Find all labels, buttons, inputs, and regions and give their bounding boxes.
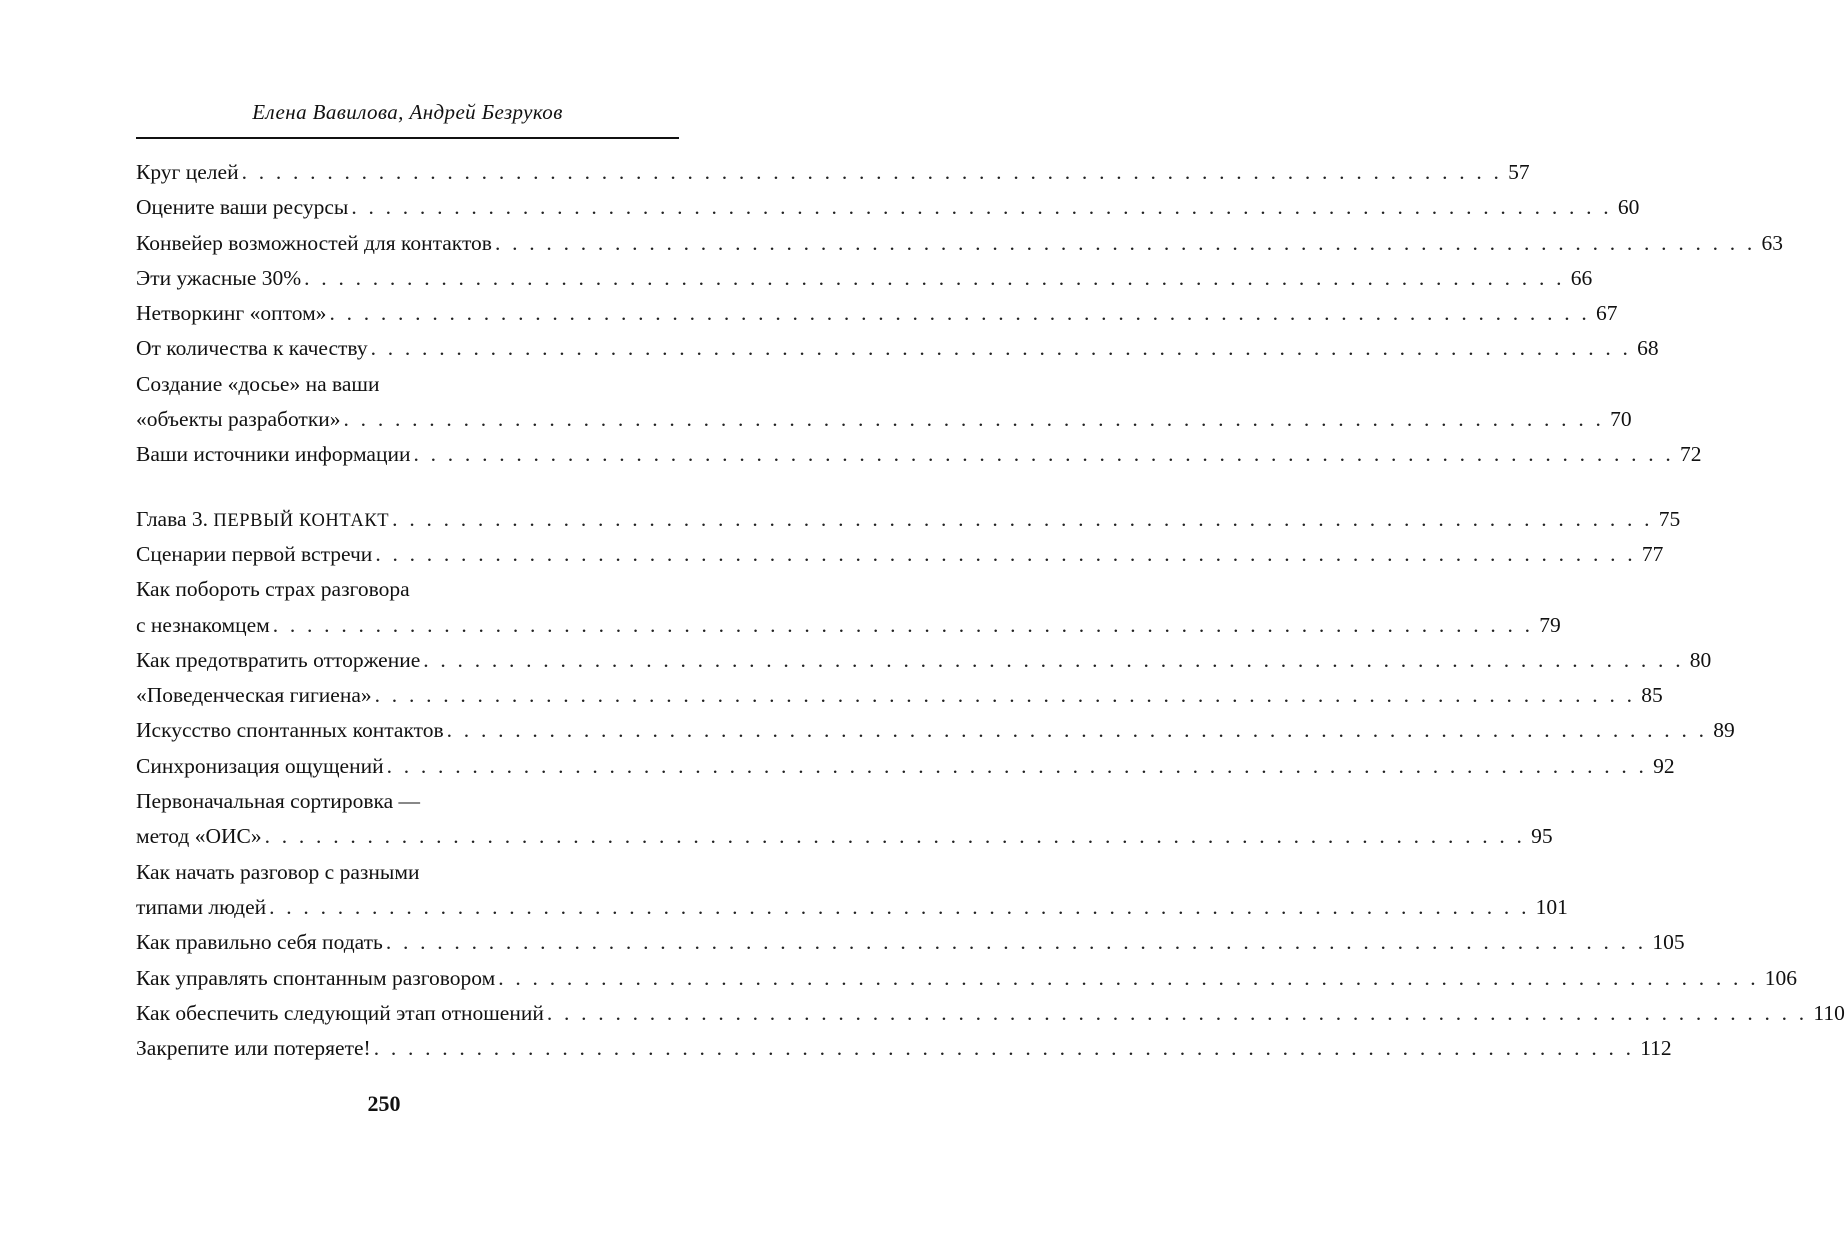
toc-leader-dots: . . . . . . . . . . . . . . . . . . . . . . . . . . . . . . . . . . . . . . . . . . . . . . . . . . . . . . . . . . . . . . . . . . . . . . . . . . [498,965,1759,990]
header-rule [136,137,679,139]
toc-chapter-entry [136,502,1681,537]
toc-entry-page: 70 [1610,407,1632,432]
toc-entry-title: Искусство спонтанных контактов [136,718,444,743]
toc-entry-page: 89 [1713,718,1735,743]
toc-entry [136,678,1663,713]
toc-entry-page: 77 [1641,541,1664,566]
toc-entry-page: 68 [1637,336,1659,361]
toc-leader-dots: . . . . . . . . . . . . . . . . . . . . . . . . . . . . . . . . . . . . . . . . . . . . . . . . . . . . . . . . . . . . . . . . . . . . . . . . . . [446,718,1708,743]
toc-entry-title: Закрепите или потеряете! [136,1036,371,1061]
toc-leader-dots: . . . . . . . . . . . . . . . . . . . . . . . . . . . . . . . . . . . . . . . . . . . . . . . . . . . . . . . . . . . . . . . . . . . . . . . . . . [329,301,1590,326]
toc-leader-dots: . . . . . . . . . . . . . . . . . . . . . . . . . . . . . . . . . . . . . . . . . . . . . . . . . . . . . . . . . . . . . . . . . . . . . . . . . . [494,230,1756,255]
toc-entry [136,296,1618,331]
toc-leader-dots: . . . . . . . . . . . . . . . . . . . . . . . . . . . . . . . . . . . . . . . . . . . . . . . . . . . . . . . . . . . . . . . . . . . . . . . . . . [386,753,1648,778]
toc-leader-dots: . . . . . . . . . . . . . . . . . . . . . . . . . . . . . . . . . . . . . . . . . . . . . . . . . . . . . . . . . . . . . . . . . . . . . . . . . . [374,683,1636,708]
chapter-spacer [136,473,679,502]
toc-entry-page: 79 [1539,612,1561,637]
toc-leader-dots: . . . . . . . . . . . . . . . . . . . . . . . . . . . . . . . . . . . . . . . . . . . . . . . . . . . . . . . . . . . . . . . . . . . . . . . . . . [304,265,1565,290]
toc-entry-title: Ваши источники информации [136,442,411,467]
toc-entry-title-line: Как побороть страх разговора [136,577,410,602]
toc-entry-title: Эти ужасные 30% [136,265,302,290]
toc-entry-page: 72 [1680,442,1702,467]
toc-leader-dots: . . . . . . . . . . . . . . . . . . . . . . . . . . . . . . . . . . . . . . . . . . . . . . . . . . . . . . . . . . . . . . . . . . . . . . . . . . [264,824,1526,849]
toc-entry [136,961,1798,996]
chapter-prefix: Глава 3. [136,506,208,531]
toc-entry-page: 110 [1813,1000,1845,1025]
toc-entry [136,226,1783,261]
toc-entry-page: 95 [1531,824,1553,849]
toc-entry-page: 106 [1764,965,1798,990]
toc-entry-page: 112 [1640,1036,1672,1061]
toc-leader-dots: . . . . . . . . . . . . . . . . . . . . . . . . . . . . . . . . . . . . . . . . . . . . . . . . . . . . . . . . . . . . . . . . . . . . . . . . . . [241,160,1503,184]
toc-entry [136,261,1593,296]
toc-entry-title: Сценарии первой встречи [136,541,373,566]
toc-leader-dots: . . . . . . . . . . . . . . . . . . . . . . . . . . . . . . . . . . . . . . . . . . . . . . . . . . . . . . . . . . . . . . . . . . . . . . . . . . [370,336,1632,361]
toc-entry [136,402,1632,437]
toc-entry-title: Как предотвратить отторжение [136,647,421,672]
toc-entry-page: 75 [1658,506,1681,531]
toc-leader-dots: . . . . . . . . . . . . . . . . . . . . . . . . . . . . . . . . . . . . . . . . . . . . . . . . . . . . . . . . . . . . . . . . . . . . . . . . . . [413,442,1674,467]
toc-entry [136,190,1640,225]
toc-entry-title: Нетворкинг «оптом» [136,301,327,326]
toc-entry-title-line: Создание «досье» на ваши [136,371,380,396]
toc-entry [136,713,1735,748]
toc-entry-page: 101 [1535,894,1568,919]
toc-entry [136,608,1561,643]
toc-entry-page: 105 [1652,930,1685,955]
toc-leader-dots: . . . . . . . . . . . . . . . . . . . . . . . . . . . . . . . . . . . . . . . . . . . . . . . . . . . . . . . . . . . . . . . . . . . . . . . . . . [373,1036,1635,1061]
toc-leader-dots: . . . . . . . . . . . . . . . . . . . . . . . . . . . . . . . . . . . . . . . . . . . . . . . . . . . . . . . . . . . . . . . . . . . . . . . . . . [385,930,1647,955]
toc-entry-title-line: Первоначальная сортировка — [136,789,421,814]
toc-entry-title: Как обеспечить следующий этап отношений [136,1000,544,1025]
toc-leader-dots: . . . . . . . . . . . . . . . . . . . . . . . . . . . . . . . . . . . . . . . . . . . . . . . . . . . . . . . . . . . . . . . . . . . . . . . . . . [351,195,1612,220]
toc-entry-page: 57 [1508,160,1530,184]
toc-entry-title: Как правильно себя подать [136,930,383,955]
toc-entry-page: 60 [1617,195,1640,220]
toc-entry-title: Оцените ваши ресурсы [136,195,349,220]
toc-entry [136,749,1675,784]
toc-entry [136,819,1553,854]
toc-entry-page: 92 [1653,753,1675,778]
toc-entry-title: метод «ОИС» [136,824,262,849]
toc-entry-title: Синхронизация ощущений [136,753,384,778]
page-number: 250 [367,1091,401,1116]
toc-entry [136,643,1712,678]
toc-entry [136,925,1685,960]
toc-entry-title: «Поведенческая гигиена» [136,683,372,708]
toc-chapter-title [136,502,389,539]
toc-entry [136,437,1702,472]
toc-entry [136,890,1568,925]
toc-leader-dots: . . . . . . . . . . . . . . . . . . . . . . . . . . . . . . . . . . . . . . . . . . . . . . . . . . . . . . . . . . . . . . . . . . . . . . . . . . [546,1000,1808,1025]
table-of-contents [136,155,1845,1066]
toc-leader-dots: . . . . . . . . . . . . . . . . . . . . . . . . . . . . . . . . . . . . . . . . . . . . . . . . . . . . . . . . . . . . . . . . . . . . . . . . . . [343,407,1605,432]
toc-entry-title: Конвейер возможностей для контактов [136,230,492,255]
toc-leader-dots: . . . . . . . . . . . . . . . . . . . . . . . . . . . . . . . . . . . . . . . . . . . . . . . . . . . . . . . . . . . . . . . . . . . . . . . . . . [269,894,1530,919]
toc-entry [136,537,1664,572]
toc-entry-page: 67 [1595,301,1618,326]
toc-entry [136,996,1845,1031]
toc-leader-dots: . . . . . . . . . . . . . . . . . . . . . . . . . . . . . . . . . . . . . . . . . . . . . . . . . . . . . . . . . . . . . . . . . . . . . . . . . . [423,647,1684,672]
toc-entry-page: 85 [1641,683,1663,708]
toc-entry-title: Круг целей [136,160,239,184]
toc-leader-dots: . . . . . . . . . . . . . . . . . . . . . . . . . . . . . . . . . . . . . . . . . . . . . . . . . . . . . . . . . . . . . . . . . . . . . . . . . . [375,541,1636,566]
chapter-name: ПЕРВЫЙ КОНТАКТ [213,510,390,531]
toc-leader-dots: . . . . . . . . . . . . . . . . . . . . . . . . . . . . . . . . . . . . . . . . . . . . . . . . . . . . . . . . . . . . . . . . . . . . . . . . . . [392,506,1653,531]
toc-entry-title: с незнакомцем [136,612,270,637]
toc-entry [136,1031,1672,1066]
toc-entry-page: 66 [1570,265,1593,290]
toc-entry [136,331,1659,366]
toc-entry-title: Как управлять спонтанным разговором [136,965,496,990]
toc-entry-title: «объекты разработки» [136,407,341,432]
toc-entry [136,155,1530,190]
toc-entry-title: От количества к качеству [136,336,368,361]
toc-entry-title: типами людей [136,894,267,919]
running-header: Елена Вавилова, Андрей Безруков [252,100,563,124]
toc-entry-page: 63 [1761,230,1783,255]
toc-entry-page: 80 [1689,647,1712,672]
toc-entry-title-line: Как начать разговор с разными [136,859,420,884]
toc-leader-dots: . . . . . . . . . . . . . . . . . . . . . . . . . . . . . . . . . . . . . . . . . . . . . . . . . . . . . . . . . . . . . . . . . . . . . . . . . . [272,612,1534,637]
